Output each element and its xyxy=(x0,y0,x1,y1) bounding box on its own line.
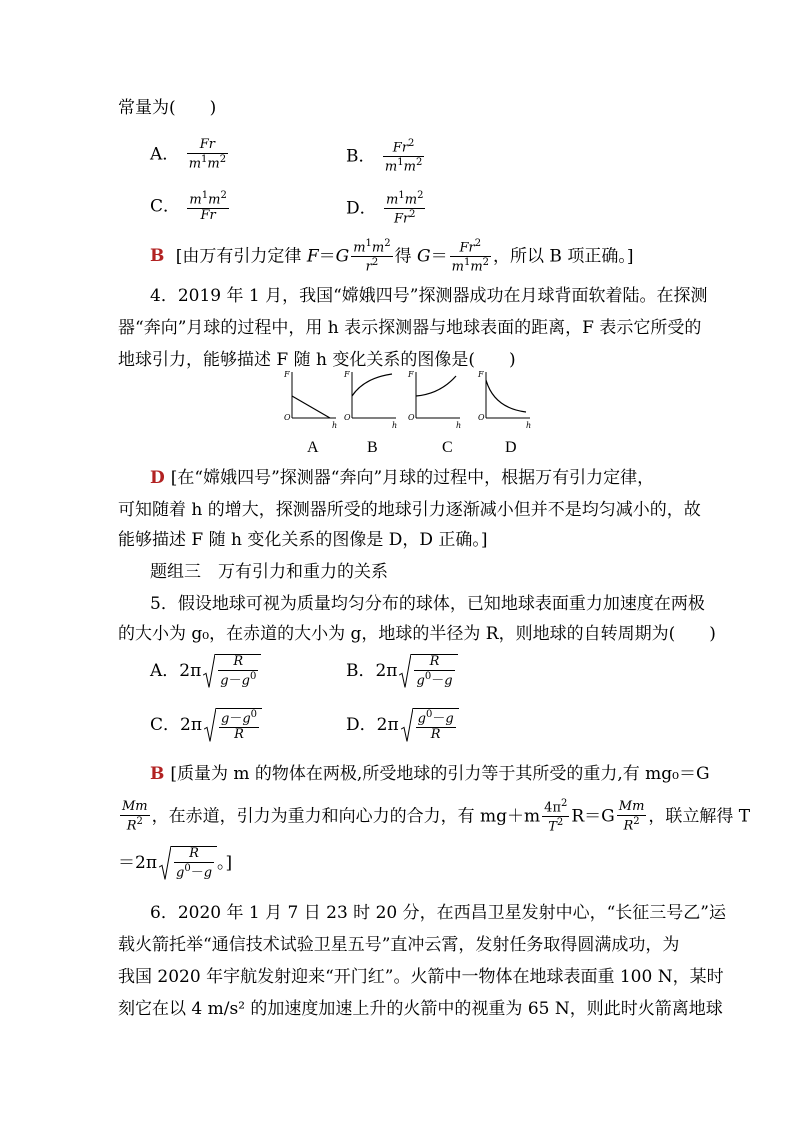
q4-explanation-3: 能够描述 F 随 h 变化关系的图像是 D，D 正确。] xyxy=(118,530,488,550)
q3-option-b[interactable]: B． $\frac{Fr^2}{m^1m^2}$ xyxy=(346,138,423,175)
fraction: $\frac{m^1m^2}{Fr^2}$ xyxy=(386,190,424,227)
section-heading: 题组三 万有引力和重力的关系 xyxy=(150,562,388,582)
q4-explanation-2: 可知随着 h 的增大，探测器所受的地球引力逐渐减小但并不是均匀减小的，故 xyxy=(118,500,701,520)
sqrt: $\frac{R}{g-g^0}$ xyxy=(203,654,261,689)
q4-explanation-1: D [在“嫦娥四号”探测器“奔向”月球的过程中，根据万有引力定律， xyxy=(150,468,655,488)
q5-explanation-1: B [质量为 m 的物体在两极,所受地球的引力等于其所受的重力,有 mg₀＝G xyxy=(150,764,710,784)
fraction: $\frac{m^1m^2}{r^2}$ xyxy=(353,238,391,275)
q6-line-1: 6．2020 年 1 月 7 日 23 时 20 分，在西昌卫星发射中心，“长征三号乙”运 xyxy=(150,903,726,923)
fraction: $\frac{Fr^2}{m^1m^2}$ xyxy=(451,238,490,275)
q3-option-d[interactable]: D． $\frac{m^1m^2}{Fr^2}$ xyxy=(346,190,424,227)
fraction: $\frac{Fr^2}{m^1m^2}$ xyxy=(384,138,423,175)
q3-option-a[interactable]: A． $\frac{Fr}{m^1m^2}$ xyxy=(150,137,227,172)
q3-stem-tail: 常量为( ) xyxy=(118,98,217,118)
graph-label-d: D xyxy=(505,439,517,456)
sqrt: $\frac{g^0-g}{R}$ xyxy=(401,708,459,743)
graph-d-axis-h: h xyxy=(526,421,532,430)
fraction: $\frac{Mm}{R^2}$ xyxy=(122,798,148,833)
q6-line-4: 刻它在以 4 m/s² 的加速度加速上升的火箭中的视重为 65 N，则此时火箭离地球 xyxy=(118,999,723,1019)
graph-c-axis-f: F xyxy=(408,370,414,379)
q6-line-2: 载火箭托举“通信技术试验卫星五号”直冲云霄，发射任务取得圆满成功，为 xyxy=(118,935,680,955)
sqrt: $\frac{R}{g^0-g}$ xyxy=(159,846,217,881)
q5-explanation-2: $\frac{Mm}{R^2}$ ，在赤道，引力为重力和向心力的合力，有 mg＋m $\frac{4\pi^2}{T^2}$ R＝G $\frac{Mm}{R^2}$ ，联立解得 T xyxy=(122,798,751,835)
q4-answer: D xyxy=(150,468,165,488)
fraction: $\frac{Fr}{m^1m^2}$ xyxy=(188,137,227,172)
graph-d-origin: O xyxy=(478,413,485,422)
q5-explanation-3: ＝2π $\frac{R}{g^0-g}$ 。] xyxy=(118,846,233,881)
graph-d xyxy=(477,370,531,430)
graph-label-a: A xyxy=(307,439,319,456)
fraction: $\frac{Mm}{R^2}$ xyxy=(618,798,645,833)
q4-line-1: 4．2019 年 1 月，我国“嫦娥四号”探测器成功在月球背面软着陆。在探测 xyxy=(150,286,708,306)
graph-label-c: C xyxy=(442,439,453,456)
q3-option-c[interactable]: C． $\frac{m^1m^2}{Fr}$ xyxy=(150,190,227,224)
q6-line-3: 我国 2020 年宇航发射迎来“开门红”。火箭中一物体在地球表面重 100 N，某时 xyxy=(118,967,724,987)
q5-line-2: 的大小为 g₀，在赤道的大小为 g，地球的半径为 R，则地球的自转周期为( ) xyxy=(118,624,716,644)
q4-line-2: 器“奔向”月球的过程中，用 h 表示探测器与地球表面的距离，F 表示它所受的 xyxy=(118,318,702,338)
q4-graphs xyxy=(284,368,540,434)
q5-option-d[interactable]: D．2π $\frac{g^0-g}{R}$ xyxy=(346,708,459,743)
graph-b-origin: O xyxy=(344,413,351,422)
q3-answer: B xyxy=(150,246,165,267)
graph-a-origin: O xyxy=(284,413,291,422)
q5-option-b[interactable]: B．2π $\frac{R}{g^0-g}$ xyxy=(346,654,458,689)
q4-line-3: 地球引力，能够描述 F 随 h 变化关系的图像是( ) xyxy=(118,350,516,370)
q5-option-c[interactable]: C．2π $\frac{g-g^0}{R}$ xyxy=(150,708,262,743)
graph-c xyxy=(407,370,461,430)
q5-option-a[interactable]: A．2π $\frac{R}{g-g^0}$ xyxy=(150,654,261,689)
graph-c-axis-h: h xyxy=(456,421,462,430)
q5-line-1: 5．假设地球可视为质量均匀分布的球体，已知地球表面重力加速度在两极 xyxy=(150,594,705,614)
graph-a xyxy=(284,370,337,430)
graph-b-axis-f: F xyxy=(344,370,350,379)
sqrt: $\frac{R}{g^0-g}$ xyxy=(399,654,457,689)
fraction: $\frac{m^1m^2}{Fr}$ xyxy=(189,190,227,224)
graph-d-axis-f: F xyxy=(478,370,484,379)
graph-b-axis-h: h xyxy=(392,421,398,430)
graph-c-origin: O xyxy=(408,413,415,422)
graph-label-b: B xyxy=(367,439,378,456)
graph-a-axis-h: h xyxy=(332,421,338,430)
q5-answer: B xyxy=(150,764,165,784)
sqrt: $\frac{g-g^0}{R}$ xyxy=(204,708,262,743)
fraction: $\frac{4\pi^2}{T^2}$ xyxy=(544,798,568,835)
graph-a-axis-f: F xyxy=(284,370,290,379)
graph-b xyxy=(343,370,397,430)
q3-explanation: B [由万有引力定律 F＝G $\frac{m^1m^2}{r^2}$ 得 G＝ $\frac{Fr^2}{m^1m^2}$ ，所以 B 项正确。] xyxy=(150,238,634,275)
